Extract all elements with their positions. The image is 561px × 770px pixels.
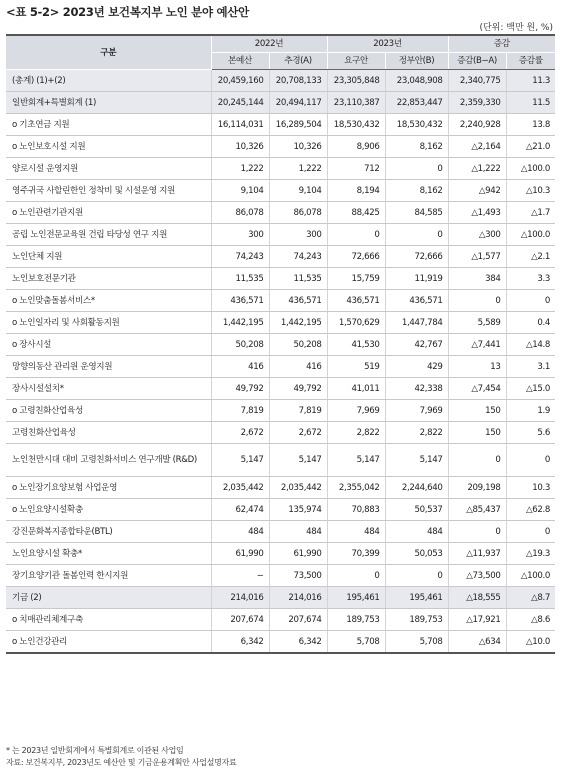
value-cell: 16,114,031 [211,114,269,136]
value-cell: − [211,565,269,587]
value-cell: 20,459,160 [211,70,269,92]
row-label: 강진문화복지종합타운(BTL) [6,521,211,543]
header-col-supplementary: 추경(A) [269,53,327,70]
value-cell: 2,359,330 [448,92,506,114]
value-cell: 8,162 [385,180,448,202]
table-row [6,422,555,444]
value-cell: △100.0 [506,158,555,180]
value-cell: 150 [448,422,506,444]
value-cell: 50,537 [385,499,448,521]
value-cell: △100.0 [506,565,555,587]
value-cell: 0 [448,444,506,477]
table-row [6,378,555,400]
value-cell: 519 [327,356,385,378]
value-cell: 61,990 [211,543,269,565]
value-cell: 84,585 [385,202,448,224]
table-row [6,565,555,587]
row-label: 노인천만시대 대비 고령친화서비스 연구개발 (R&D) [6,444,211,477]
value-cell: 0 [385,565,448,587]
value-cell: 0 [327,224,385,246]
footnote-source: 자료: 보건복지부, 2023년도 예산안 및 기금운용계획안 사업설명자료 [6,758,237,767]
table-row [6,70,555,92]
value-cell: 5,147 [327,444,385,477]
value-cell: 1,442,195 [269,312,327,334]
row-label: o 노인보호시설 지원 [6,136,211,158]
value-cell: △85,437 [448,499,506,521]
value-cell: 207,674 [269,609,327,631]
value-cell: 2,822 [385,422,448,444]
row-label: o 기초연금 지원 [6,114,211,136]
value-cell: 2,244,640 [385,477,448,499]
value-cell: 61,990 [269,543,327,565]
value-cell: 23,110,387 [327,92,385,114]
value-cell: 2,035,442 [211,477,269,499]
value-cell: 2,355,042 [327,477,385,499]
value-cell: 1,222 [269,158,327,180]
value-cell: △10.0 [506,631,555,654]
table-row [6,543,555,565]
value-cell: 2,240,928 [448,114,506,136]
value-cell: 150 [448,400,506,422]
value-cell: 41,011 [327,378,385,400]
value-cell: 5,147 [211,444,269,477]
value-cell: 5.6 [506,422,555,444]
row-label: 망향의동산 관리원 운영지원 [6,356,211,378]
header-col-government: 정부안(B) [385,53,448,70]
table-row [6,609,555,631]
row-label: 노인보호전문기관 [6,268,211,290]
value-cell: 135,974 [269,499,327,521]
value-cell: 11.3 [506,70,555,92]
value-cell: 484 [385,521,448,543]
header-year-2023: 2023년 [327,35,448,53]
value-cell: 436,571 [211,290,269,312]
value-cell: 1,442,195 [211,312,269,334]
table-row [6,400,555,422]
header-col-original-budget: 본예산 [211,53,269,70]
value-cell: 88,425 [327,202,385,224]
value-cell: 74,243 [269,246,327,268]
value-cell: 70,883 [327,499,385,521]
table-row [6,477,555,499]
table-row [6,631,555,654]
value-cell: 2,340,775 [448,70,506,92]
value-cell: 0 [506,521,555,543]
value-cell: 86,078 [211,202,269,224]
value-cell: 712 [327,158,385,180]
table-row [6,290,555,312]
value-cell: 13.8 [506,114,555,136]
row-label: o 장사시설 [6,334,211,356]
value-cell: 50,053 [385,543,448,565]
row-label: o 노인맞춤돌봄서비스* [6,290,211,312]
row-label: o 노인장기요양보험 사업운영 [6,477,211,499]
value-cell: 42,338 [385,378,448,400]
value-cell: △7,454 [448,378,506,400]
value-cell: 1,570,629 [327,312,385,334]
value-cell: △10.3 [506,180,555,202]
value-cell: △2,164 [448,136,506,158]
header-change: 증감 [448,35,555,53]
value-cell: 0 [385,158,448,180]
table-row [6,587,555,609]
value-cell: 1.9 [506,400,555,422]
value-cell: 23,305,848 [327,70,385,92]
value-cell: 2,672 [269,422,327,444]
value-cell: 72,666 [327,246,385,268]
value-cell: 11,919 [385,268,448,290]
value-cell: 9,104 [269,180,327,202]
header-col-request: 요구안 [327,53,385,70]
row-label: o 노인요양시설확충 [6,499,211,521]
value-cell: 10,326 [211,136,269,158]
value-cell: 1,222 [211,158,269,180]
value-cell: 41,530 [327,334,385,356]
value-cell: 72,666 [385,246,448,268]
value-cell: △19.3 [506,543,555,565]
value-cell: 73,500 [269,565,327,587]
value-cell: △21.0 [506,136,555,158]
header-year-2022: 2022년 [211,35,327,53]
value-cell: 3.3 [506,268,555,290]
row-label: 장사시설설치* [6,378,211,400]
value-cell: △634 [448,631,506,654]
value-cell: 86,078 [269,202,327,224]
value-cell: 2,672 [211,422,269,444]
value-cell: 0 [385,224,448,246]
value-cell: △942 [448,180,506,202]
value-cell: 207,674 [211,609,269,631]
value-cell: △7,441 [448,334,506,356]
value-cell: 50,208 [269,334,327,356]
value-cell: 5,147 [269,444,327,477]
table-row [6,334,555,356]
row-label: 양로시설 운영지원 [6,158,211,180]
table-row [6,158,555,180]
value-cell: 7,969 [385,400,448,422]
value-cell: △11,937 [448,543,506,565]
value-cell: 9,104 [211,180,269,202]
row-label: o 노인일자리 및 사회활동지원 [6,312,211,334]
header-category: 구분 [6,35,211,70]
value-cell: 484 [269,521,327,543]
value-cell: 195,461 [385,587,448,609]
value-cell: 2,035,442 [269,477,327,499]
table-row [6,521,555,543]
table-row [6,202,555,224]
header-col-change-amount: 증감(B−A) [448,53,506,70]
value-cell: △300 [448,224,506,246]
value-cell: 10.3 [506,477,555,499]
value-cell: 11,535 [269,268,327,290]
value-cell: △18,555 [448,587,506,609]
value-cell: △8.6 [506,609,555,631]
value-cell: 195,461 [327,587,385,609]
value-cell: 7,969 [327,400,385,422]
value-cell: 62,474 [211,499,269,521]
table-row [6,92,555,114]
value-cell: △62.8 [506,499,555,521]
value-cell: 5,147 [385,444,448,477]
row-label: o 치매관리체계구축 [6,609,211,631]
value-cell: 209,198 [448,477,506,499]
footnote-transfer: * 는 2023년 일반회계에서 특별회계로 이관된 사업임 [6,746,184,755]
value-cell: 429 [385,356,448,378]
value-cell: 1,447,784 [385,312,448,334]
value-cell: 8,194 [327,180,385,202]
value-cell: △15.0 [506,378,555,400]
value-cell: 0.4 [506,312,555,334]
table-row [6,499,555,521]
value-cell: 50,208 [211,334,269,356]
value-cell: 16,289,504 [269,114,327,136]
header-col-change-rate: 증감률 [506,53,555,70]
row-label: 기금 (2) [6,587,211,609]
table-row [6,444,555,477]
value-cell: △73,500 [448,565,506,587]
value-cell: 70,399 [327,543,385,565]
value-cell: 23,048,908 [385,70,448,92]
value-cell: 18,530,432 [385,114,448,136]
row-label: (총계) (1)+(2) [6,70,211,92]
value-cell: △1.7 [506,202,555,224]
table-body [6,70,555,654]
value-cell: 8,906 [327,136,385,158]
value-cell: 189,753 [327,609,385,631]
row-label: 장기요양기관 돌봄인력 한시지원 [6,565,211,587]
table-row [6,268,555,290]
value-cell: 0 [448,290,506,312]
value-cell: 436,571 [269,290,327,312]
value-cell: 74,243 [211,246,269,268]
value-cell: 416 [269,356,327,378]
value-cell: △17,921 [448,609,506,631]
value-cell: △1,577 [448,246,506,268]
value-cell: 416 [211,356,269,378]
row-label: o 고령친화산업육성 [6,400,211,422]
row-label: 노인요양시설 확충* [6,543,211,565]
value-cell: 436,571 [385,290,448,312]
value-cell: 49,792 [269,378,327,400]
value-cell: 13 [448,356,506,378]
value-cell: 10,326 [269,136,327,158]
value-cell: △100.0 [506,224,555,246]
table-row [6,114,555,136]
value-cell: 20,245,144 [211,92,269,114]
value-cell: 384 [448,268,506,290]
value-cell: 5,708 [327,631,385,654]
value-cell: 214,016 [211,587,269,609]
value-cell: 484 [327,521,385,543]
value-cell: 11,535 [211,268,269,290]
value-cell: 6,342 [269,631,327,654]
budget-table [6,34,555,654]
table-row [6,246,555,268]
row-label: 일반회계+특별회계 (1) [6,92,211,114]
value-cell: 20,708,133 [269,70,327,92]
value-cell: 5,589 [448,312,506,334]
value-cell: 300 [269,224,327,246]
value-cell: △14.8 [506,334,555,356]
value-cell: 0 [506,444,555,477]
value-cell: 7,819 [211,400,269,422]
value-cell: 49,792 [211,378,269,400]
value-cell: △1,493 [448,202,506,224]
row-label: 공립 노인전문교육원 건립 타당성 연구 지원 [6,224,211,246]
value-cell: 0 [506,290,555,312]
value-cell: 8,162 [385,136,448,158]
value-cell: 0 [448,521,506,543]
row-label: 노인단체 지원 [6,246,211,268]
table-row [6,180,555,202]
table-row [6,136,555,158]
table-row [6,224,555,246]
table-row [6,356,555,378]
row-label: o 노인건강관리 [6,631,211,654]
row-label: 고령친화산업육성 [6,422,211,444]
value-cell: 15,759 [327,268,385,290]
value-cell: 484 [211,521,269,543]
value-cell: 6,342 [211,631,269,654]
value-cell: 22,853,447 [385,92,448,114]
value-cell: 11.5 [506,92,555,114]
value-cell: 42,767 [385,334,448,356]
value-cell: △8.7 [506,587,555,609]
value-cell: 5,708 [385,631,448,654]
table-title: <표 5-2> 2023년 보건복지부 노인 분야 예산안 [6,5,249,19]
value-cell: 18,530,432 [327,114,385,136]
value-cell: 2,822 [327,422,385,444]
value-cell: 3.1 [506,356,555,378]
value-cell: 20,494,117 [269,92,327,114]
value-cell: △1,222 [448,158,506,180]
value-cell: 7,819 [269,400,327,422]
row-label: o 노인관련기관지원 [6,202,211,224]
value-cell: △2.1 [506,246,555,268]
table-row [6,312,555,334]
value-cell: 0 [327,565,385,587]
value-cell: 189,753 [385,609,448,631]
row-label: 영주귀국 사할린한인 정착비 및 시설운영 지원 [6,180,211,202]
value-cell: 436,571 [327,290,385,312]
unit-note: (단위: 백만 원, %) [479,23,553,33]
value-cell: 300 [211,224,269,246]
value-cell: 214,016 [269,587,327,609]
